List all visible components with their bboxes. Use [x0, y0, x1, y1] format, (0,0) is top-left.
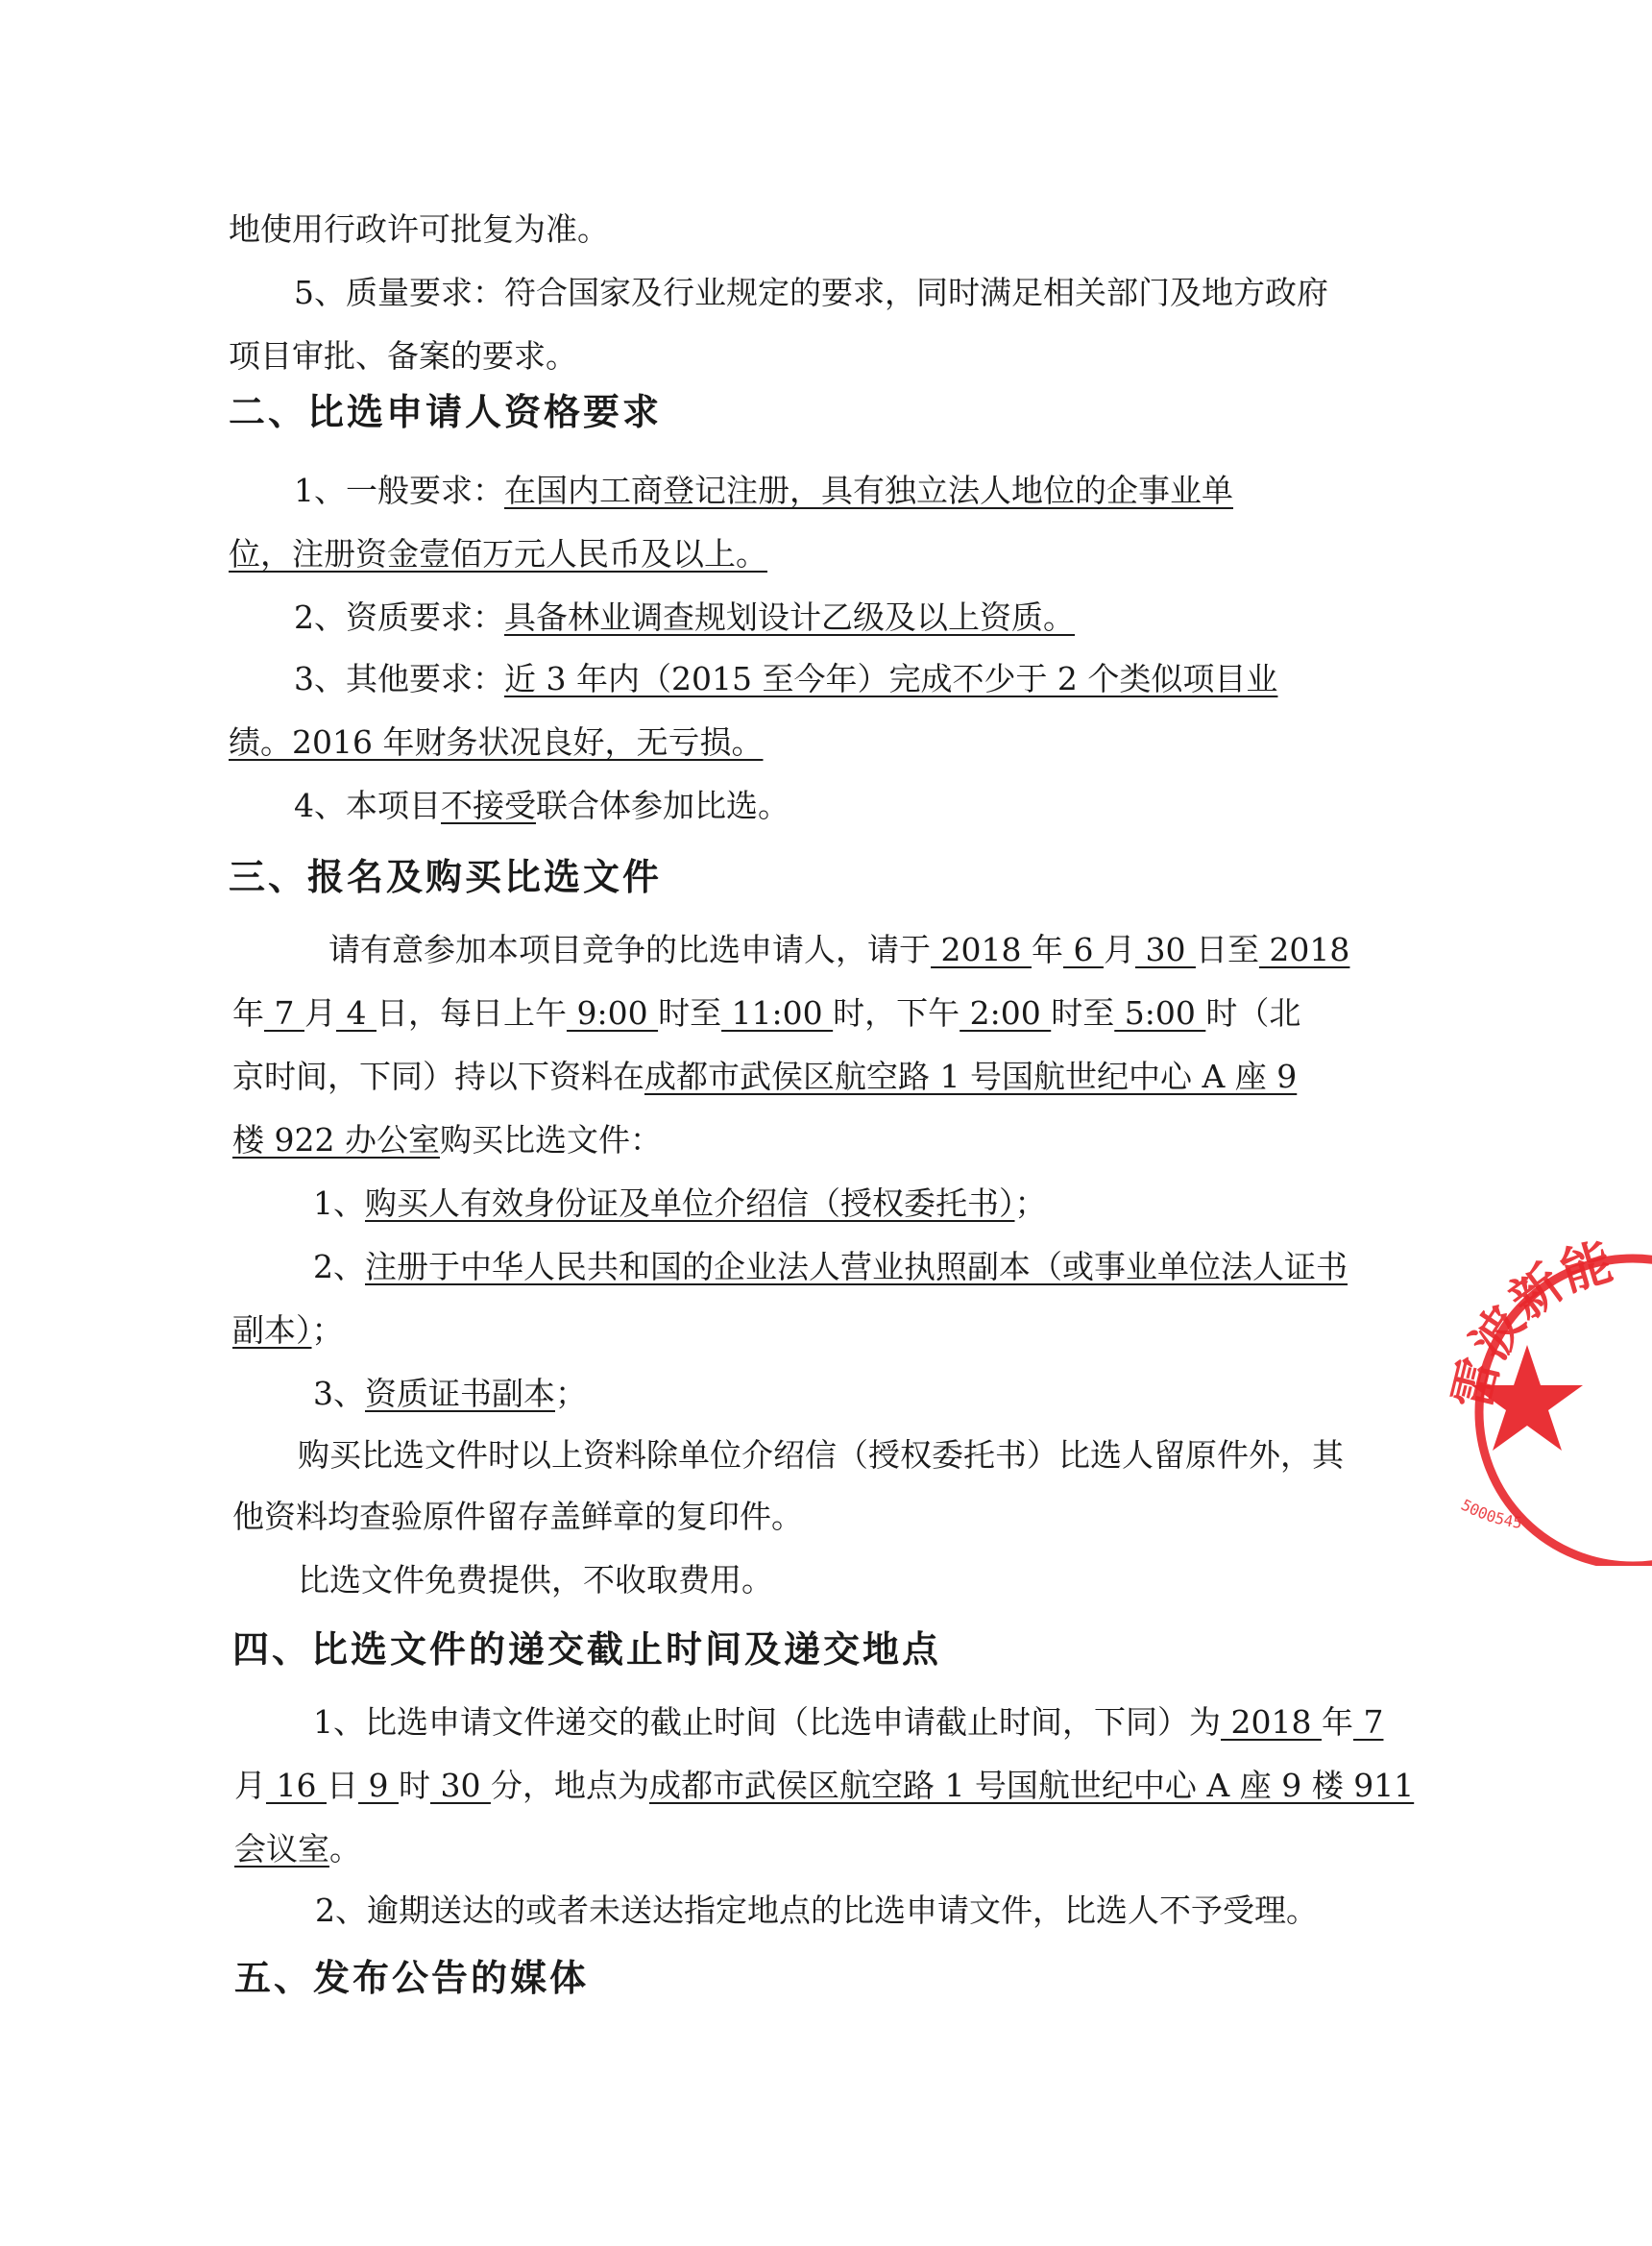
paragraph-line: 京时间，下同）持以下资料在成都市武侯区航空路 1 号国航世纪中心 A 座 9	[232, 1058, 1298, 1095]
paragraph-line: 年 7 月 4 日，每日上午 9:00 时至 11:00 时，下午 2:00 时至 5:00 时（北	[232, 994, 1301, 1032]
seal-code: 5000545	[1458, 1495, 1523, 1532]
paragraph-line: 2、注册于中华人民共和国的企业法人营业执照副本（或事业单位法人证书	[313, 1248, 1348, 1285]
paragraph-line: 请有意参加本项目竞争的比选申请人，请于 2018 年 6 月 30 日至 2018	[328, 931, 1350, 968]
paragraph-line: 项目审批、备案的要求。	[229, 337, 577, 375]
paragraph-line: 2、资质要求：具备林业调查规划设计乙级及以上资质。	[294, 598, 1075, 636]
paragraph-line: 会议室。	[234, 1830, 361, 1868]
paragraph-line: 4、本项目不接受联合体参加比选。	[294, 787, 790, 824]
paragraph-line: 副本）；	[232, 1311, 344, 1349]
paragraph-line: 2、逾期送达的或者未送达指定地点的比选申请文件，比选人不予受理。	[315, 1892, 1318, 1929]
paragraph-line: 1、比选申请文件递交的截止时间（比选申请截止时间，下同）为 2018 年 7	[313, 1703, 1384, 1741]
paragraph-line: 地使用行政许可批复为准。	[229, 210, 609, 248]
paragraph-line: 月 16 日 9 时 30 分，地点为成都市武侯区航空路 1 号国航世纪中心 A 座 9 楼 911	[234, 1767, 1415, 1804]
section-heading-2: 二、比选申请人资格要求	[229, 391, 663, 433]
company-seal	[1441, 1220, 1652, 1566]
section-heading-5: 五、发布公告的媒体	[234, 1957, 590, 1999]
paragraph-line: 绩。2016 年财务状况良好，无亏损。	[229, 723, 764, 761]
seal-text: 雷波新能	[1442, 1232, 1619, 1415]
paragraph-line: 5、质量要求：符合国家及行业规定的要求，同时满足相关部门及地方政府	[294, 274, 1328, 311]
paragraph-line: 比选文件免费提供，不收取费用。	[298, 1561, 773, 1599]
paragraph-line: 位，注册资金壹佰万元人民币及以上。	[229, 535, 767, 573]
svg-text:5000545	[1458, 1496, 1523, 1532]
paragraph-line: 他资料均查验原件留存盖鲜章的复印件。	[232, 1498, 803, 1535]
section-heading-4: 四、比选文件的递交截止时间及递交地点	[232, 1628, 942, 1671]
paragraph-line: 1、购买人有效身份证及单位介绍信（授权委托书）；	[313, 1184, 1047, 1222]
paragraph-line: 1、一般要求：在国内工商登记注册，具有独立法人地位的企事业单	[294, 472, 1233, 509]
paragraph-line: 楼 922 办公室购买比选文件：	[232, 1121, 662, 1159]
paragraph-line: 3、其他要求：近 3 年内（2015 至今年）完成不少于 2 个类似项目业	[294, 660, 1278, 697]
section-heading-3: 三、报名及购买比选文件	[229, 856, 663, 898]
paragraph-line: 购买比选文件时以上资料除单位介绍信（授权委托书）比选人留原件外，其	[298, 1436, 1344, 1474]
paragraph-line: 3、资质证书副本；	[313, 1375, 587, 1412]
